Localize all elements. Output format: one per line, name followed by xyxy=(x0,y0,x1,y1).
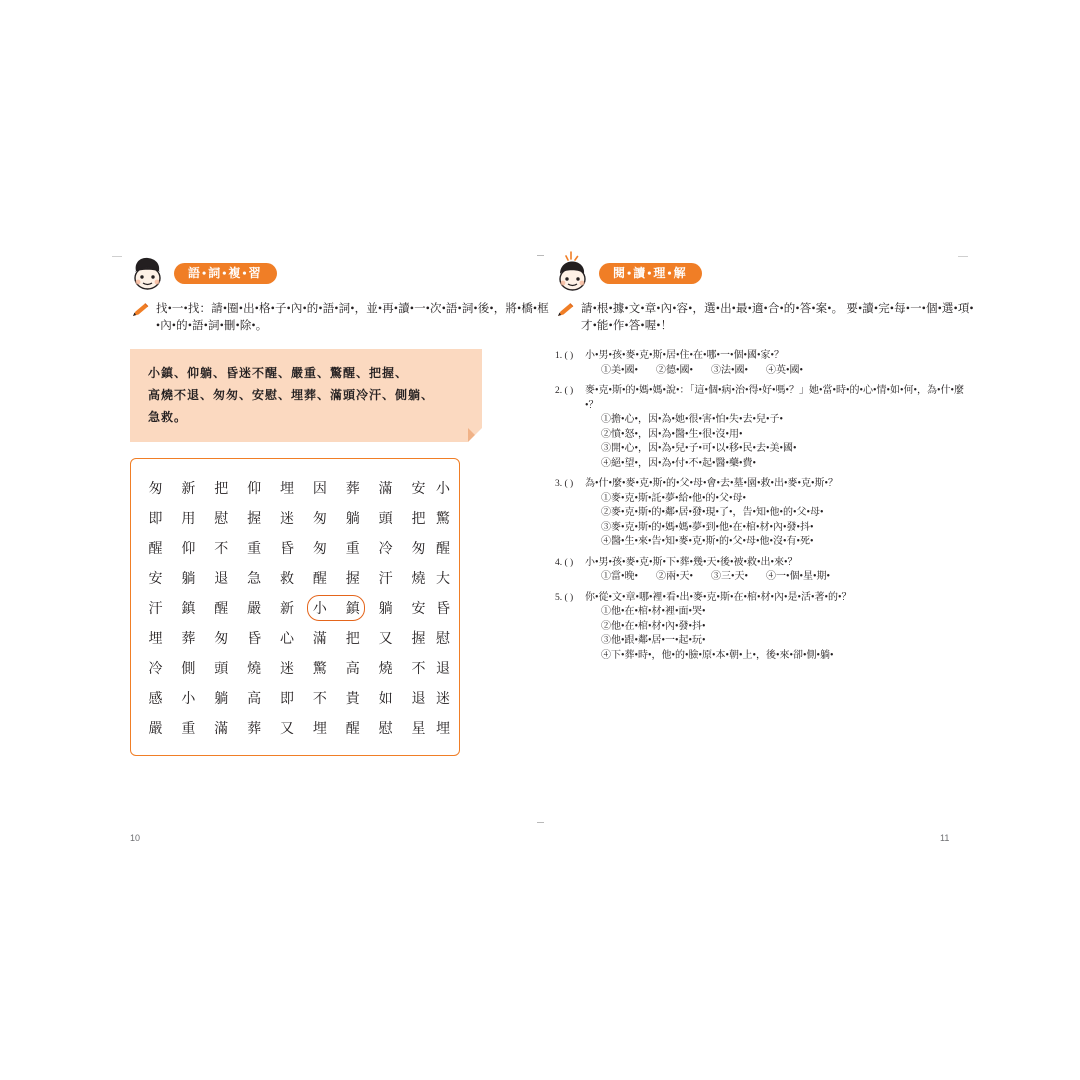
grid-cell[interactable]: 大 xyxy=(435,572,450,587)
right-section-badge: 閱•讀•理•解 xyxy=(599,263,702,284)
grid-cell[interactable]: 不 xyxy=(411,662,426,677)
grid-cell[interactable]: 握 xyxy=(345,572,360,587)
question-options-inline xyxy=(585,364,975,379)
grid-cell[interactable]: 退 xyxy=(214,572,229,587)
grid-cell[interactable]: 又 xyxy=(279,722,294,737)
question-number: 4. ( ) xyxy=(555,557,574,568)
grid-row xyxy=(139,623,451,653)
grid-cell[interactable]: 頭 xyxy=(214,662,229,677)
grid-cell[interactable]: 仰 xyxy=(181,542,196,557)
grid-cell[interactable]: 嚴 xyxy=(247,602,262,617)
grid-cell[interactable]: 用 xyxy=(181,512,196,527)
grid-cell[interactable]: 燒 xyxy=(247,662,262,677)
grid-cell[interactable]: 躺 xyxy=(378,602,393,617)
question-option[interactable]: ④一•個•星•期• xyxy=(766,571,831,582)
grid-cell[interactable]: 昏 xyxy=(279,542,294,557)
grid-cell[interactable]: 心 xyxy=(279,632,294,647)
corner-cut xyxy=(468,428,482,442)
grid-cell[interactable]: 醒 xyxy=(148,542,163,557)
grid-cell[interactable]: 迷 xyxy=(279,512,294,527)
question-option[interactable]: ④絕•望•，因•為•付•不•起•醫•藥•費• xyxy=(601,457,757,469)
grid-cell[interactable]: 感 xyxy=(148,692,163,707)
grid-cell[interactable]: 又 xyxy=(378,632,393,647)
mascot-girl-icon xyxy=(555,255,601,295)
question-option[interactable]: ①他•在•棺•材•裡•面•哭• xyxy=(601,606,706,617)
question-option[interactable]: ②兩•天• xyxy=(656,571,694,582)
grid-cell[interactable]: 握 xyxy=(411,632,426,647)
question-option[interactable]: ④英•國• xyxy=(766,364,804,376)
question-option[interactable]: ③三•天• xyxy=(711,571,749,582)
grid-cell[interactable]: 葬 xyxy=(345,482,360,497)
grid-cell[interactable]: 汗 xyxy=(378,572,393,587)
question-text: 你•從•文•章•哪•裡•看•出•麥•克•斯•在•棺•材•內•是•活•著•的•？ xyxy=(585,591,852,603)
question-item xyxy=(555,349,975,378)
question-number: 3. ( ) xyxy=(555,479,574,489)
grid-cell[interactable]: 埋 xyxy=(435,722,450,737)
right-instruction xyxy=(555,301,975,335)
grid-cell[interactable]: 把 xyxy=(345,632,360,647)
question-text: 小•男•孩•麥•克•斯•下•葬•幾•天•後•被•救•出•來•？ xyxy=(585,556,798,568)
left-instruction xyxy=(130,301,550,335)
grid-row xyxy=(139,533,451,563)
question-option[interactable]: ②德•國• xyxy=(656,364,694,376)
word-bank-line-3: 急救。 xyxy=(148,410,188,424)
grid-cell[interactable]: 鎮 xyxy=(345,602,360,617)
grid-cell[interactable]: 躺 xyxy=(214,692,229,707)
grid-cell[interactable]: 新 xyxy=(181,482,196,497)
left-page xyxy=(130,255,550,825)
grid-cell[interactable]: 驚 xyxy=(435,512,450,527)
left-section-badge: 語•詞•複•習 xyxy=(174,263,277,284)
question-option[interactable]: ②麥•克•斯•的•鄰•居•發•現•了•，告•知•他•的•父•母• xyxy=(601,507,824,518)
grid-cell[interactable]: 躺 xyxy=(345,512,360,527)
question-option[interactable]: ③麥•克•斯•的•媽•媽•夢•到•他•在•棺•材•內•發•抖• xyxy=(601,521,814,533)
grid-cell[interactable]: 把 xyxy=(411,512,426,527)
word-search-grid xyxy=(130,458,460,756)
question-option[interactable]: ①擔•心•，因•為•她•很•害•怕•失•去•兒•子• xyxy=(601,414,784,425)
grid-cell[interactable]: 小 xyxy=(181,692,196,707)
grid-cell[interactable]: 滿 xyxy=(378,482,393,497)
right-instruction-text: 請•根•據•文•章•內•容•，選•出•最•適•合•的•答•案•。 要•讀•完•每•一•個•選•項•才•能•作•答•喔•！ xyxy=(581,303,974,332)
grid-cell[interactable]: 安 xyxy=(411,602,426,617)
grid-cell[interactable]: 燒 xyxy=(378,662,393,677)
grid-cell[interactable]: 重 xyxy=(345,542,360,557)
grid-cell[interactable]: 埋 xyxy=(148,632,163,647)
question-options-inline xyxy=(585,570,975,585)
grid-cell[interactable]: 因 xyxy=(312,482,327,497)
question-option[interactable]: ③法•國• xyxy=(711,364,749,376)
grid-cell[interactable]: 葬 xyxy=(247,722,262,737)
grid-cell[interactable]: 埋 xyxy=(279,482,294,497)
grid-cell[interactable]: 新 xyxy=(279,602,294,617)
grid-cell[interactable]: 滿 xyxy=(214,722,229,737)
grid-cell[interactable]: 握 xyxy=(247,512,262,527)
right-page-number: 11 xyxy=(940,833,950,843)
grid-row xyxy=(139,563,451,593)
left-section-header xyxy=(130,255,550,295)
question-option[interactable]: ④下•葬•時•，他•的•臉•原•本•朝•上•，後•來•卻•側•躺• xyxy=(601,649,834,661)
word-bank-line-2: 高燒不退、匆匆、安慰、埋葬、滿頭冷汗、側躺、 xyxy=(148,388,435,402)
grid-cell[interactable]: 冷 xyxy=(378,542,393,557)
grid-cell[interactable]: 嚴 xyxy=(148,722,163,737)
grid-cell[interactable]: 如 xyxy=(378,692,393,707)
grid-row xyxy=(139,503,451,533)
grid-cell[interactable]: 高 xyxy=(345,662,360,677)
grid-cell[interactable]: 匆 xyxy=(312,542,327,557)
grid-cell[interactable]: 迷 xyxy=(435,692,450,707)
grid-cell[interactable]: 滿 xyxy=(312,632,327,647)
right-page xyxy=(555,255,975,825)
grid-cell[interactable]: 汗 xyxy=(148,602,163,617)
pencil-icon xyxy=(132,302,150,318)
grid-cell[interactable]: 即 xyxy=(279,692,294,707)
grid-row xyxy=(139,653,451,683)
question-option[interactable]: ②他•在•棺•材•內•發•抖• xyxy=(601,620,706,632)
grid-cell[interactable]: 救 xyxy=(279,572,294,587)
grid-cell[interactable]: 匆 xyxy=(411,542,426,557)
question-item xyxy=(555,477,975,550)
grid-cell[interactable]: 葬 xyxy=(181,632,196,647)
grid-cell[interactable]: 匆 xyxy=(214,632,229,647)
grid-cell[interactable]: 仰 xyxy=(247,482,262,497)
grid-cell[interactable]: 醒 xyxy=(345,722,360,737)
grid-cell[interactable]: 退 xyxy=(411,692,426,707)
grid-cell[interactable]: 即 xyxy=(148,512,163,527)
grid-cell[interactable]: 貴 xyxy=(345,692,360,707)
grid-cell[interactable]: 安 xyxy=(411,482,426,497)
grid-cell[interactable]: 小 xyxy=(435,482,450,497)
grid-table xyxy=(139,473,451,743)
grid-cell[interactable]: 重 xyxy=(247,542,262,557)
mascot-boy-icon xyxy=(130,255,176,295)
grid-cell[interactable]: 重 xyxy=(181,722,196,737)
grid-cell[interactable]: 鎮 xyxy=(181,602,196,617)
crop-mark xyxy=(112,256,122,257)
grid-cell[interactable]: 驚 xyxy=(312,662,327,677)
word-bank xyxy=(130,349,482,442)
grid-cell[interactable]: 不 xyxy=(214,542,229,557)
grid-cell[interactable]: 醒 xyxy=(312,572,327,587)
grid-cell[interactable]: 昏 xyxy=(435,602,450,617)
question-number: 1. ( ) xyxy=(555,351,574,361)
grid-cell[interactable]: 高 xyxy=(247,692,262,707)
question-option[interactable]: ②憤•怒•，因•為•醫•生•很•沒•用• xyxy=(601,428,743,440)
grid-cell[interactable]: 匆 xyxy=(312,512,327,527)
grid-cell[interactable]: 小 xyxy=(303,593,336,623)
question-option[interactable]: ①當•晚• xyxy=(601,571,639,582)
grid-cell[interactable]: 埋 xyxy=(312,722,327,737)
left-page-number: 10 xyxy=(130,833,141,843)
word-bank-line-1: 小鎮、仰躺、昏迷不醒、嚴重、驚醒、把握、 xyxy=(148,366,409,380)
grid-cell[interactable]: 昏 xyxy=(247,632,262,647)
question-item xyxy=(555,591,975,664)
grid-cell[interactable]: 把 xyxy=(214,482,229,497)
right-section-header xyxy=(555,255,975,295)
pencil-icon xyxy=(557,302,575,318)
grid-row xyxy=(139,713,451,743)
grid-cell[interactable]: 慰 xyxy=(214,512,229,527)
question-number: 2. ( ) xyxy=(555,386,574,396)
question-option[interactable]: ①麥•克•斯•託•夢•給•他•的•父•母• xyxy=(601,492,747,504)
grid-row xyxy=(139,683,451,713)
grid-cell[interactable]: 退 xyxy=(435,662,450,677)
grid-cell[interactable]: 星 xyxy=(411,722,426,737)
question-item xyxy=(555,384,975,471)
grid-cell[interactable]: 頭 xyxy=(378,512,393,527)
left-instruction-text: 找•一•找：請•圈•出•格•子•內•的•語•詞•，並•再•讀•一•次•語•詞•後•，將•橋•框•內•的•語•詞•刪•除•。 xyxy=(156,303,549,332)
grid-cell[interactable]: 匆 xyxy=(148,482,163,497)
grid-cell[interactable]: 不 xyxy=(312,692,327,707)
question-text: 麥•克•斯•的•媽•媽•說•：「這•個•病•治•得•好•嗎•？」她•當•時•的•心•情•如•何•，為•什•麼•？ xyxy=(585,385,965,411)
grid-cell[interactable]: 醒 xyxy=(214,602,229,617)
question-option[interactable]: ③開•心•，因•為•兒•子•可•以•移•民•去•美•國• xyxy=(601,443,797,454)
question-option[interactable]: ③他•跟•鄰•居•一•起•玩• xyxy=(601,635,706,646)
grid-cell[interactable]: 醒 xyxy=(435,542,450,557)
grid-cell[interactable]: 燒 xyxy=(411,572,426,587)
question-text: 小•男•孩•麥•克•斯•居•住•在•哪•一•個•國•家•？ xyxy=(585,350,785,361)
grid-cell[interactable]: 躺 xyxy=(181,572,196,587)
question-list xyxy=(555,349,975,663)
question-option[interactable]: ④醫•生•來•告•知•麥•克•斯•的•父•母•他•沒•有•死• xyxy=(601,536,814,547)
grid-cell[interactable]: 側 xyxy=(181,662,196,677)
grid-cell[interactable]: 冷 xyxy=(148,662,163,677)
grid-cell[interactable]: 迷 xyxy=(279,662,294,677)
grid-cell[interactable]: 慰 xyxy=(435,632,450,647)
grid-cell[interactable]: 急 xyxy=(247,572,262,587)
question-number: 5. ( ) xyxy=(555,592,574,603)
grid-row xyxy=(139,473,451,503)
grid-row xyxy=(139,593,451,623)
question-option[interactable]: ①美•國• xyxy=(601,364,639,376)
grid-cell[interactable]: 慰 xyxy=(378,722,393,737)
question-text: 為•什•麼•麥•克•斯•的•父•母•會•去•墓•園•救•出•麥•克•斯•？ xyxy=(585,478,839,489)
grid-cell[interactable]: 安 xyxy=(148,572,163,587)
question-item xyxy=(555,556,975,585)
